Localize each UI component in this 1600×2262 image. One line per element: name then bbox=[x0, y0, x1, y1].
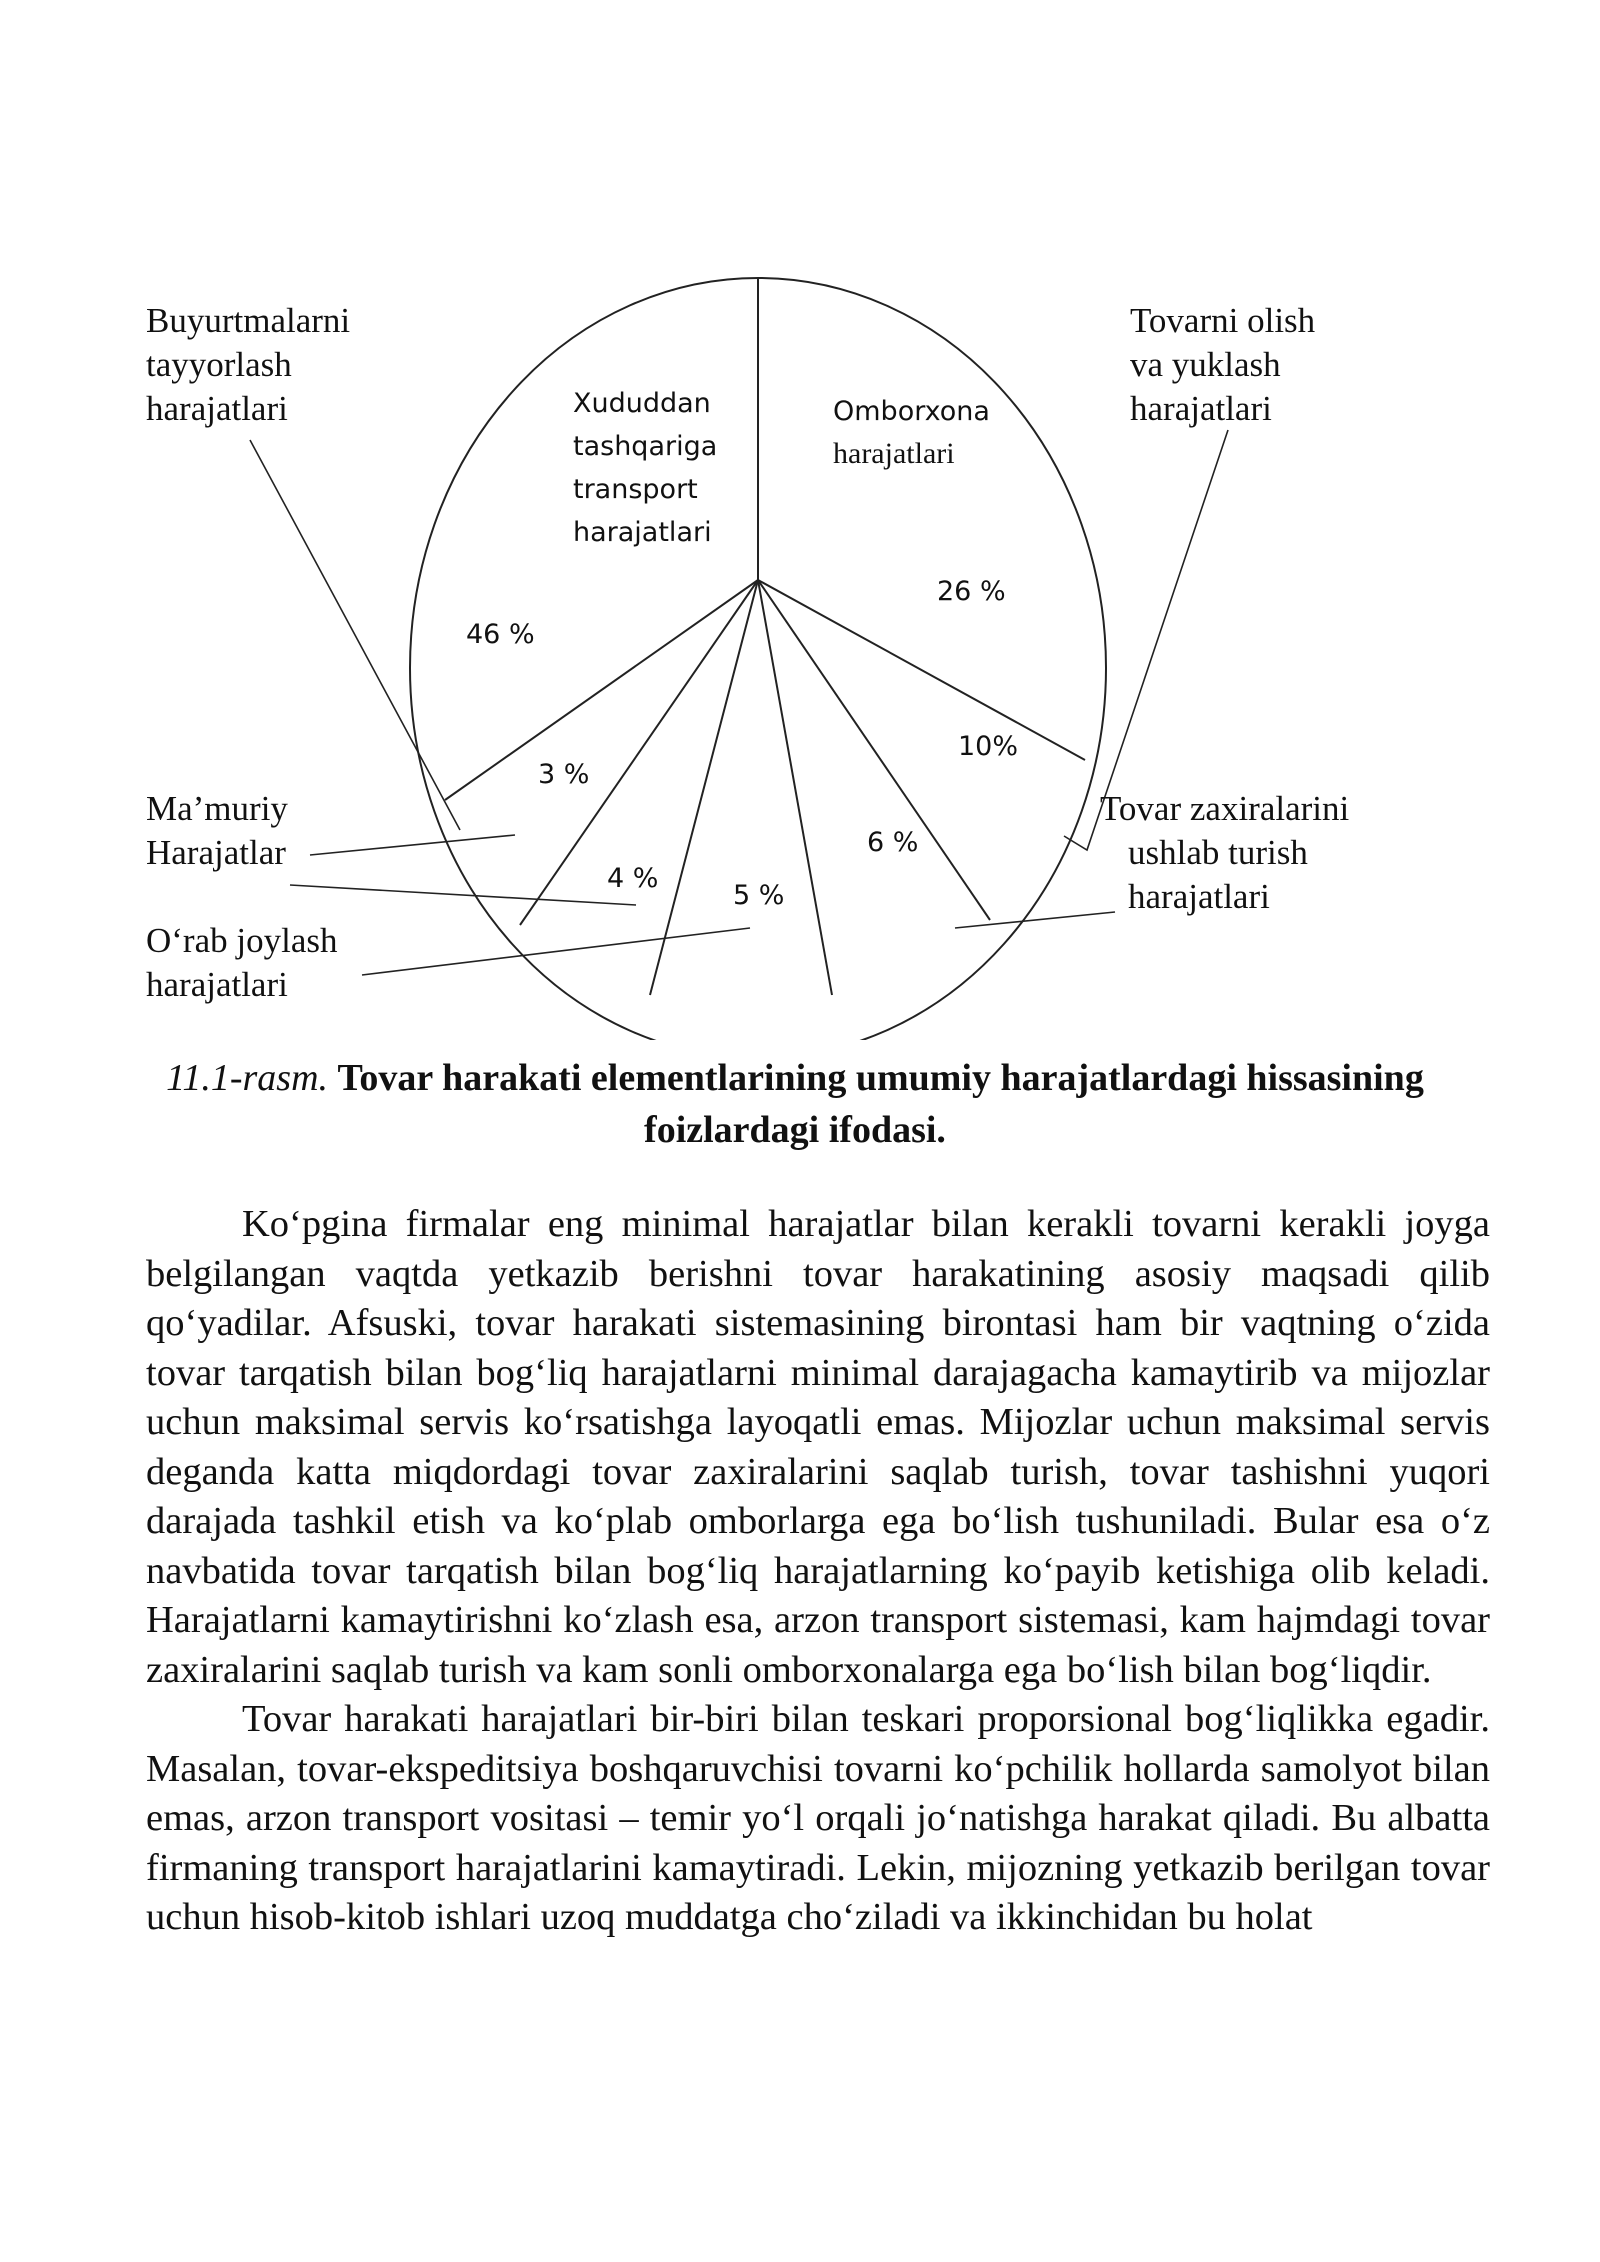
percent-10: 10% bbox=[958, 731, 1019, 762]
label-xududdan-line: transport bbox=[573, 474, 698, 505]
leader-tovar-zaxira bbox=[955, 912, 1115, 928]
label-omborxona-line: harajatlari bbox=[833, 437, 955, 470]
leader-mamuriy-2 bbox=[290, 885, 636, 905]
label-mamuriy bbox=[146, 789, 297, 872]
label-buyurtma-line: tayyorlash bbox=[146, 345, 292, 384]
label-orab-line: harajatlari bbox=[146, 965, 288, 1004]
caption-number: 11.1-rasm. bbox=[166, 1057, 329, 1099]
label-tovarni-olish-line: harajatlari bbox=[1130, 389, 1272, 428]
paragraph: Tovar harakati harajatlari bir-biri bilan teskari proporsional bog‘liqlikka egadir. Masalan, tovar-ekspeditsiya boshqaruvchisi tovarni ko‘pchilik hollarda samolyot bilan emas, arzon transport vositasi – temir yo‘l orqali jo‘natishga harakat qiladi. Bu albatta firmaning transport harajatlarini kamaytiradi. Lekin, mijozning yetkazib berilgan tovar uchun hisob-kitob ishlari uzoq muddatga cho‘ziladi va ikkinchidan bu holat bbox=[146, 1698, 1490, 1938]
percent-5: 5 % bbox=[733, 880, 785, 911]
figure-caption bbox=[140, 1052, 1450, 1156]
body-text bbox=[146, 1200, 1490, 1943]
label-orab bbox=[146, 921, 346, 1004]
percent-3: 3 % bbox=[538, 759, 590, 790]
segment-divider-10-6 bbox=[758, 580, 990, 920]
leader-mamuriy bbox=[310, 835, 515, 855]
label-tovarni-olish-line: va yuklash bbox=[1130, 345, 1281, 384]
segment-divider-5-4 bbox=[650, 580, 758, 995]
percent-26: 26 % bbox=[937, 576, 1006, 607]
label-buyurtma-line: Buyurtmalarni bbox=[146, 301, 351, 340]
label-xududdan-line: harajatlari bbox=[573, 517, 712, 548]
label-xududdan bbox=[573, 388, 726, 548]
paragraph: Ko‘pgina firmalar eng minimal harajatlar bilan kerakli tovarni kerakli joyga belgilangan vaqtda yetkazib berishni tovar harakatining asosiy maqsadi qilib qo‘yadilar. Afsuski, tovar harakati sistemasining birontasi ham bir vaqtning o‘zida tovar tarqatish bilan bog‘liq harajatlarni minimal darajagacha kamaytirib va mijozlar uchun maksimal servis ko‘rsatishga layoqatli emas. Mijozlar uchun maksimal servis deganda katta miqdordagi tovar zaxiralarini saqlab turish, tovar tashishni yuqori darajada tashkil etish va ko‘plab omborlarga ega bo‘lish tushuniladi. Bular esa o‘z navbatida tovar tarqatish bilan bog‘liq harajatlarning ko‘payib ketishiga olib keladi. Harajatlarni kamaytirishni ko‘zlash esa, arzon transport sistemasi, kam hajmdagi tovar zaxiralarini saqlab turish va kam sonli omborxonalarga ega bo‘lish bilan bog‘liqdir. bbox=[146, 1203, 1490, 1691]
percent-6: 6 % bbox=[867, 827, 919, 858]
label-tovar-zaxira-line: Tovar zaxiralarini bbox=[1100, 789, 1350, 828]
label-xududdan-line: Xududdan bbox=[573, 388, 711, 419]
label-omborxona bbox=[833, 396, 994, 470]
label-tovar-zaxira-line: harajatlari bbox=[1128, 877, 1270, 916]
leader-buyurtma bbox=[250, 440, 460, 830]
label-xududdan-line: tashqariga bbox=[573, 431, 718, 462]
label-tovar-zaxira-line: ushlab turish bbox=[1128, 833, 1308, 872]
label-mamuriy-line: Harajatlar bbox=[146, 833, 286, 872]
label-buyurtma-line: harajatlari bbox=[146, 389, 288, 428]
label-tovarni-olish-line: Tovarni olish bbox=[1130, 301, 1316, 340]
label-buyurtma bbox=[146, 301, 359, 428]
percent-4: 4 % bbox=[607, 863, 659, 894]
percent-46: 46 % bbox=[466, 619, 535, 650]
segment-divider-3-46 bbox=[445, 580, 758, 800]
segment-divider-26-10 bbox=[758, 580, 1085, 760]
label-tovarni-olish bbox=[1130, 301, 1324, 428]
segment-divider-6-5 bbox=[758, 580, 832, 995]
label-tovar-zaxira bbox=[1100, 789, 1358, 916]
leader-orab bbox=[362, 928, 750, 975]
inner-labels bbox=[573, 388, 994, 548]
caption-title: Tovar harakati elementlarining umumiy harajatlardagi hissasining foizlardagi ifodasi. bbox=[337, 1057, 1424, 1151]
label-orab-line: O‘rab joylash bbox=[146, 921, 338, 960]
pie-figure bbox=[0, 0, 1600, 1040]
label-omborxona-line: Omborxona bbox=[833, 396, 990, 427]
label-mamuriy-line: Ma’muriy bbox=[146, 789, 288, 828]
percent-labels bbox=[466, 576, 1018, 911]
